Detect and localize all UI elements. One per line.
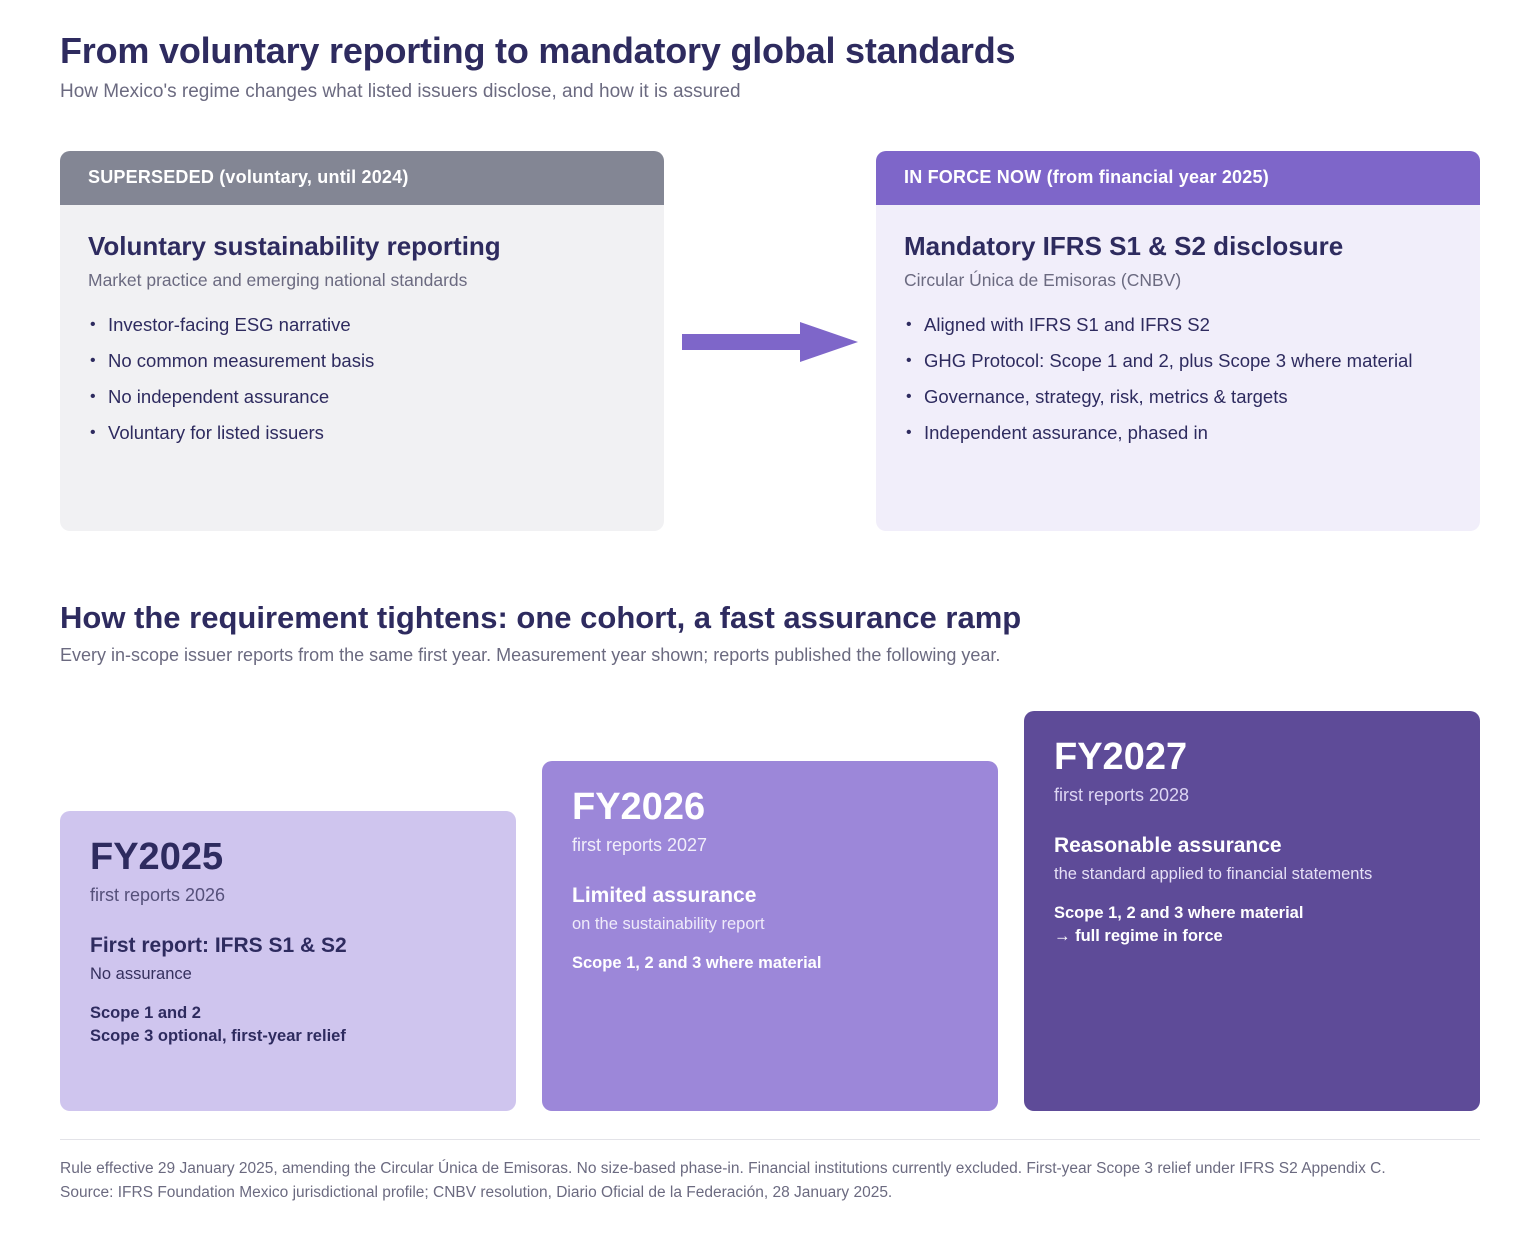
step-assurance-note: No assurance	[90, 965, 192, 983]
footnote	[60, 1157, 1386, 1205]
bullet-icon: •	[90, 352, 96, 369]
in-force-regime-card	[876, 151, 1480, 531]
superseded-regime-card	[60, 151, 664, 531]
bullet-icon: •	[90, 388, 96, 405]
step-assurance-level: First report: IFRS S1 & S2	[90, 934, 347, 957]
bullet-icon: •	[90, 424, 96, 441]
step-year: FY2027	[1054, 736, 1188, 778]
step-year: FY2026	[572, 786, 706, 828]
superseded-badge: SUPERSEDED (voluntary, until 2024)	[60, 151, 664, 205]
list-item: • Voluntary for listed issuers	[88, 418, 636, 454]
list-item: • Aligned with IFRS S1 and IFRS S2	[904, 310, 1452, 346]
list-item: • Independent assurance, phased in	[904, 418, 1452, 454]
in-force-subtitle: Circular Única de Emisoras (CNBV)	[904, 270, 1182, 290]
bullet-icon: •	[906, 388, 912, 405]
scope-line: Scope 1, 2 and 3 where material	[1054, 904, 1304, 922]
list-item: • No common measurement basis	[88, 346, 636, 382]
bullet-icon: •	[906, 316, 912, 333]
step-scope	[90, 1002, 486, 1048]
superseded-title: Voluntary sustainability reporting	[88, 231, 501, 261]
list-item: • GHG Protocol: Scope 1 and 2, plus Scope 3 where material	[904, 346, 1452, 382]
bullet-icon: •	[906, 352, 912, 369]
scope-line: Scope 1, 2 and 3 where material	[572, 954, 822, 972]
superseded-subtitle: Market practice and emerging national standards	[88, 270, 468, 290]
in-force-badge: IN FORCE NOW (from financial year 2025)	[876, 151, 1480, 205]
timeline-step-fy2026	[542, 761, 998, 1111]
step-assurance-note: on the sustainability report	[572, 915, 765, 933]
superseded-list	[88, 310, 636, 454]
footnote-rule: Rule effective 29 January 2025, amending the Circular Única de Emisoras. No size-based phase-in. Financial institutions currently excluded. First-year Scope 3 relief under IFRS S2 Appendix C.	[60, 1160, 1386, 1177]
in-force-list	[904, 310, 1452, 454]
timeline-step-fy2025	[60, 811, 516, 1111]
scope-line: Scope 3 optional, first-year relief	[90, 1027, 346, 1045]
transition-arrow-icon	[682, 322, 860, 362]
step-first-reports: first reports 2028	[1054, 785, 1190, 805]
bullet-icon: •	[90, 316, 96, 333]
list-item: • Governance, strategy, risk, metrics & targets	[904, 382, 1452, 418]
timeline-subtitle: Every in-scope issuer reports from the same first year. Measurement year shown; reports published the following year.	[60, 645, 1001, 665]
footnote-source: Source: IFRS Foundation Mexico jurisdictional profile; CNBV resolution, Diario Oficial de la Federación, 28 January 2025.	[60, 1184, 893, 1201]
step-assurance-level: Limited assurance	[572, 884, 757, 907]
scope-line: Scope 1 and 2	[90, 1004, 201, 1022]
step-first-reports: first reports 2026	[90, 885, 226, 905]
page-title: From voluntary reporting to mandatory global standards	[60, 30, 1016, 71]
timeline-title: How the requirement tightens: one cohort, a fast assurance ramp	[60, 600, 1022, 635]
page-subtitle: How Mexico's regime changes what listed issuers disclose, and how it is assured	[60, 81, 741, 102]
step-assurance-note: the standard applied to financial statements	[1054, 865, 1373, 883]
step-scope	[572, 952, 968, 975]
in-force-title: Mandatory IFRS S1 & S2 disclosure	[904, 231, 1344, 261]
bullet-icon: •	[906, 424, 912, 441]
timeline-step-fy2027	[1024, 711, 1480, 1111]
step-first-reports: first reports 2027	[572, 835, 708, 855]
step-year: FY2025	[90, 836, 224, 878]
step-assurance-level: Reasonable assurance	[1054, 834, 1282, 857]
footer-divider	[60, 1139, 1480, 1140]
scope-line: → full regime in force	[1054, 927, 1223, 945]
list-item: • No independent assurance	[88, 382, 636, 418]
list-item: • Investor-facing ESG narrative	[88, 310, 636, 346]
step-scope	[1054, 902, 1450, 948]
